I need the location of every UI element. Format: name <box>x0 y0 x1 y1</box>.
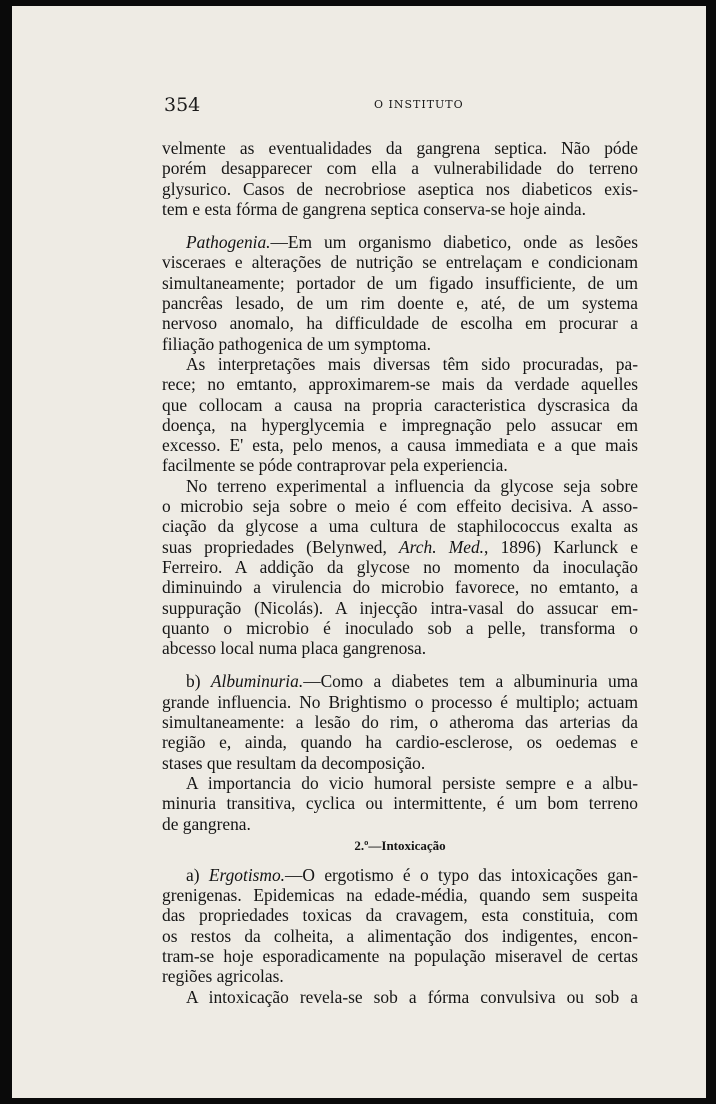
body-text <box>162 138 638 1007</box>
text-line: velmente as eventualidades da gangrena septica. Não póde <box>162 138 638 158</box>
text-line: nervoso anomalo, ha difficuldade de escolha em procurar a <box>162 313 638 334</box>
text-line: grande influencia. No Brightismo o processo é multiplo; actuam <box>162 691 638 712</box>
text-line: As interpretações mais diversas têm sido procuradas, pa- <box>186 353 638 374</box>
text-line: quanto o microbio é inoculado sob a pelle, transforma o <box>162 617 638 638</box>
text-line: simultaneamente: a lesão do rim, o atheroma das arterias da <box>162 712 638 733</box>
text-line: facilmente se póde contraprovar pela experiencia. <box>162 455 508 476</box>
subsection-heading: 2.º—Intoxicação <box>354 837 446 853</box>
text-line: visceraes e alterações de nutrição se entrelaçam e condicionam <box>162 252 638 273</box>
text-line: pancrêas lesado, de um rim doente e, até, de um systema <box>162 293 638 314</box>
text-line: minuria transitiva, cyclica ou intermittente, é um bom terreno <box>162 793 638 814</box>
text-line: porém desapparecer com ella a vulnerabilidade do terreno <box>162 158 638 179</box>
paragraph-albuminuria-first-line: b) Albuminuria.—Como a diabetes tem a albuminuria uma <box>186 671 638 692</box>
text-line: A intoxicação revela-se sob a fórma convulsiva ou sob a <box>186 986 638 1007</box>
text-line: No terreno experimental a influencia da glycose seja sobre <box>186 475 638 496</box>
text-line: que collocam a causa na propria caracteristica dyscrasica da <box>162 394 638 415</box>
text-line: stases que resultam da decomposição. <box>162 752 426 773</box>
text-line: região e, ainda, quando ha cardio-esclerose, os oedemas e <box>162 732 638 753</box>
text-line: A importancia do vicio humoral persiste sempre e a albu- <box>186 772 638 793</box>
text-line: grenigenas. Epidemicas na edade-média, quando sem suspeita <box>162 885 638 906</box>
text-line: tram-se hoje esporadicamente na população miseravel de certas <box>162 945 638 966</box>
text-line: diminuindo a virulencia do microbio favorece, no emtanto, a <box>162 577 638 598</box>
paragraph-ergotismo-first-line: a) Ergotismo.—O ergotismo é o typo das intoxicações gan- <box>186 864 638 885</box>
text-line: suppuração (Nicolás). A injecção intra-vasal do assucar em- <box>162 597 638 618</box>
book-page <box>12 6 706 1098</box>
running-head: O INSTITUTO <box>374 98 464 111</box>
text-line: regiões agricolas. <box>162 966 284 987</box>
text-line: das propriedades toxicas da cravagem, esta constituia, com <box>162 905 638 926</box>
section-heading-pathogenia: Pathogenia. <box>186 232 271 253</box>
text-line: doença, na hyperglycemia e impregnação pelo assucar em <box>162 414 638 435</box>
text-line: de gangrena. <box>162 813 251 834</box>
text-line: simultaneamente; portador de um figado insufficiente, de um <box>162 272 638 293</box>
text-line: filiação pathogenica de um symptoma. <box>162 333 431 354</box>
text-line: tem e esta fórma de gangrena septica conserva-se hoje ainda. <box>162 198 586 219</box>
page-number: 354 <box>164 94 201 116</box>
text-line: o microbio seja sobre o meio é com effeito decisiva. A asso- <box>162 496 638 517</box>
section-heading-ergotismo: Ergotismo. <box>208 864 286 885</box>
text-line: glysurico. Casos de necrobriose aseptica nos diabeticos exis- <box>162 178 638 199</box>
text-line: ciação da glycose a uma cultura de staphilococcus exalta as <box>162 516 638 537</box>
journal-citation: Arch. Med. <box>399 536 485 557</box>
paragraph-pathogenia-first-line: Pathogenia.—Em um organismo diabetico, onde as lesões <box>186 232 638 253</box>
text-line: Ferreiro. A addição da glycose no momento da inoculação <box>162 556 638 577</box>
section-heading-albuminuria: Albuminuria. <box>210 671 304 692</box>
text-line: abcesso local numa placa gangrenosa. <box>162 638 427 659</box>
text-line-citation: suas propriedades (Belynwed, Arch. Med., 1896) Karlunck e <box>162 536 638 557</box>
text-line: os restos da colheita, a alimentação dos indigentes, encon- <box>162 925 638 946</box>
text-line: excesso. E' esta, pelo menos, a causa immediata e a que mais <box>162 435 638 456</box>
page-header <box>164 94 644 120</box>
text-line: rece; no emtanto, approximarem-se mais da verdade aquelles <box>162 374 638 395</box>
